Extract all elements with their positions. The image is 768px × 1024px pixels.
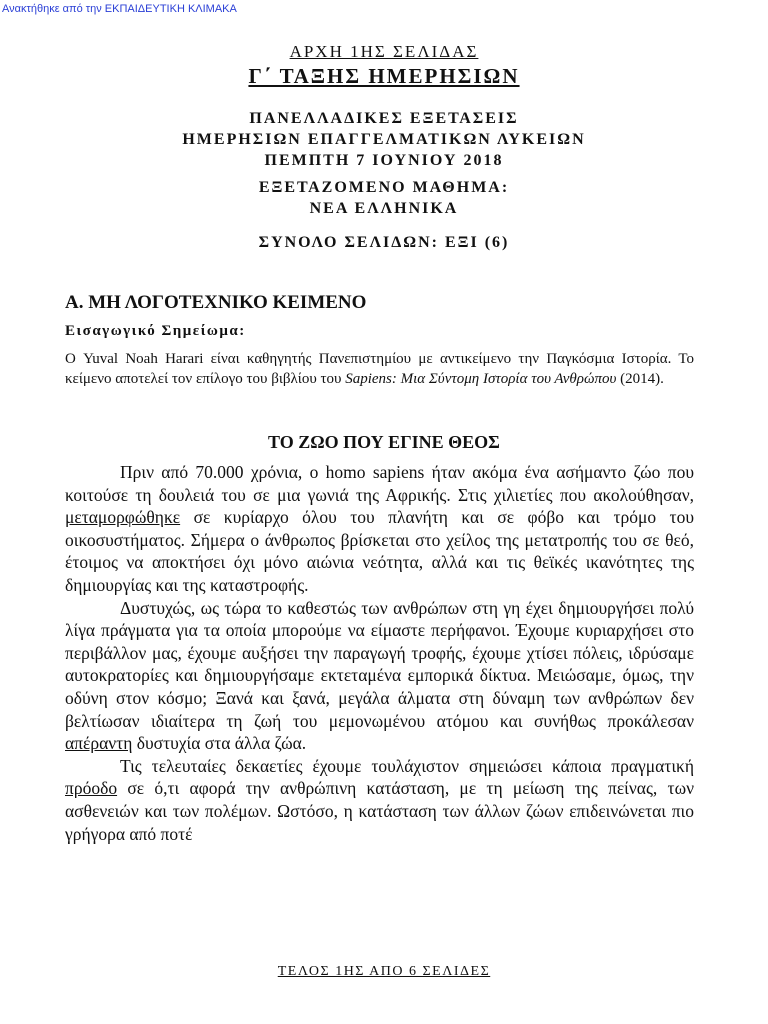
paragraph-2: [65, 597, 694, 755]
p3-text-a: Τις τελευταίες δεκαετίες έχουμε τουλάχιστον σημειώσει κάποια πραγματική: [120, 755, 694, 776]
paragraph-1: [65, 461, 694, 597]
underlined-word-1: μεταμορφώθηκε: [65, 507, 181, 528]
page-footer: ΤΕΛΟΣ 1ΗΣ ΑΠΟ 6 ΣΕΛΙΔΕΣ: [277, 964, 491, 979]
intro-label: Εισαγωγικό Σημείωμα:: [65, 323, 246, 339]
subject-name: ΝΕΑ ΕΛΛΗΝΙΚΑ: [309, 200, 459, 217]
underlined-word-3: πρόοδο: [65, 778, 118, 799]
essay-body: [65, 461, 694, 845]
p1-text-a: Πριν από 70.000 χρόνια, ο homo sapiens ήταν ακόμα ένα ασήμαντο ζώο που κοιτούσε τη δουλειά του σε μια γωνιά της Αφρικής. Στις χιλιετίες που ακολούθησαν,: [65, 462, 694, 505]
grade-title: Γ΄ ΤΑΞΗΣ ΗΜΕΡΗΣΙΩΝ: [248, 64, 520, 88]
p1-text-b: σε κυρίαρχο όλου του πλανήτη και σε φόβο και τρόμο του οικοσυστήματος. Σήμερα ο άνθρωπος βρίσκεται στο χείλος της μετατροπής του σε θεό, έτοιμος να αποκτήσει όχι μόνο αιώνια νεότητα, αλλά και τις θεϊκές ικανότητες της δημιουργίας και της καταστροφής.: [65, 507, 694, 595]
p2-text-a: Δυστυχώς, ως τώρα το καθεστώς των ανθρώπων στη γη έχει δημιουργήσει πολύ λίγα πράγματα για τα οποία μπορούμε να είμαστε περήφανοι. Έχουμε κυριαρχήσει στο περιβάλλον μας, έχουμε αυξήσει την παραγωγή τροφής, έχουμε χτίσει πόλεις, ιδρύσαμε αυτοκρατορίες και δημιουργήσαμε εκτεταμένα εμπορικά δίκτυα. Μειώσαμε, όμως, την οδύνη στον κόσμο; Ξανά και ξανά, μεγάλα άλματα στη δύναμη των ανθρώπων δεν βελτίωσαν ιδιαίτερα τη ζωή του μεμονωμένου ατόμου και συνήθως προκάλεσαν: [65, 597, 694, 731]
intro-text-1: Ο Yuval Noah Harari είναι καθηγητής Πανεπιστημίου με αντικείμενο την Παγκόσμια Ιστορία. Το κείμενο αποτελεί τον επίλογο του βιβλίου του: [65, 351, 694, 387]
intro-note: [65, 349, 694, 389]
underlined-word-2: απέραντη: [65, 733, 133, 754]
pages-total: ΣΥΝΟΛΟ ΣΕΛΙΔΩΝ: ΕΞΙ (6): [258, 234, 510, 251]
p3-text-b: σε ό,τι αφορά την ανθρώπινη κατάσταση, με τη μείωση της πείνας, των ασθενειών και των πολέμων. Ωστόσο, η κατάσταση των άλλων ζώων επιδεινώνεται πιο γρήγορα από ποτέ: [65, 778, 694, 844]
section-title: Α. ΜΗ ΛΟΓΟΤΕΧΝΙΚΟ ΚΕΙΜΕΝΟ: [65, 292, 367, 313]
exam-info: [0, 108, 768, 171]
subject-info: [0, 177, 768, 219]
source-watermark: Ανακτήθηκε από την ΕΚΠΑΙΔΕΥΤΙΚΗ ΚΛΙΜΑΚΑ: [2, 3, 237, 15]
page-marker: ΑΡΧΗ 1ΗΣ ΣΕΛΙΔΑΣ: [289, 42, 479, 61]
subject-label: ΕΞΕΤΑΖΟΜΕΝΟ ΜΑΘΗΜΑ:: [258, 179, 510, 196]
p2-text-b: δυστυχία στα άλλα ζώα.: [132, 733, 307, 754]
intro-text-2: (2014).: [616, 371, 664, 387]
paragraph-3: [65, 755, 694, 845]
exam-line-2: ΗΜΕΡΗΣΙΩΝ ΕΠΑΓΓΕΛΜΑΤΙΚΩΝ ΛΥΚΕΙΩΝ: [182, 131, 586, 148]
intro-book-title: Sapiens: Μια Σύντομη Ιστορία του Ανθρώπου: [345, 371, 617, 387]
page-header: [0, 42, 768, 89]
exam-date: ΠΕΜΠΤΗ 7 ΙΟΥΝΙΟΥ 2018: [264, 152, 504, 169]
exam-line-1: ΠΑΝΕΛΛΑΔΙΚΕΣ ΕΞΕΤΑΣΕΙΣ: [249, 110, 519, 127]
essay-title: ΤΟ ΖΩΟ ΠΟΥ ΕΓΙΝΕ ΘΕΟΣ: [268, 432, 500, 452]
